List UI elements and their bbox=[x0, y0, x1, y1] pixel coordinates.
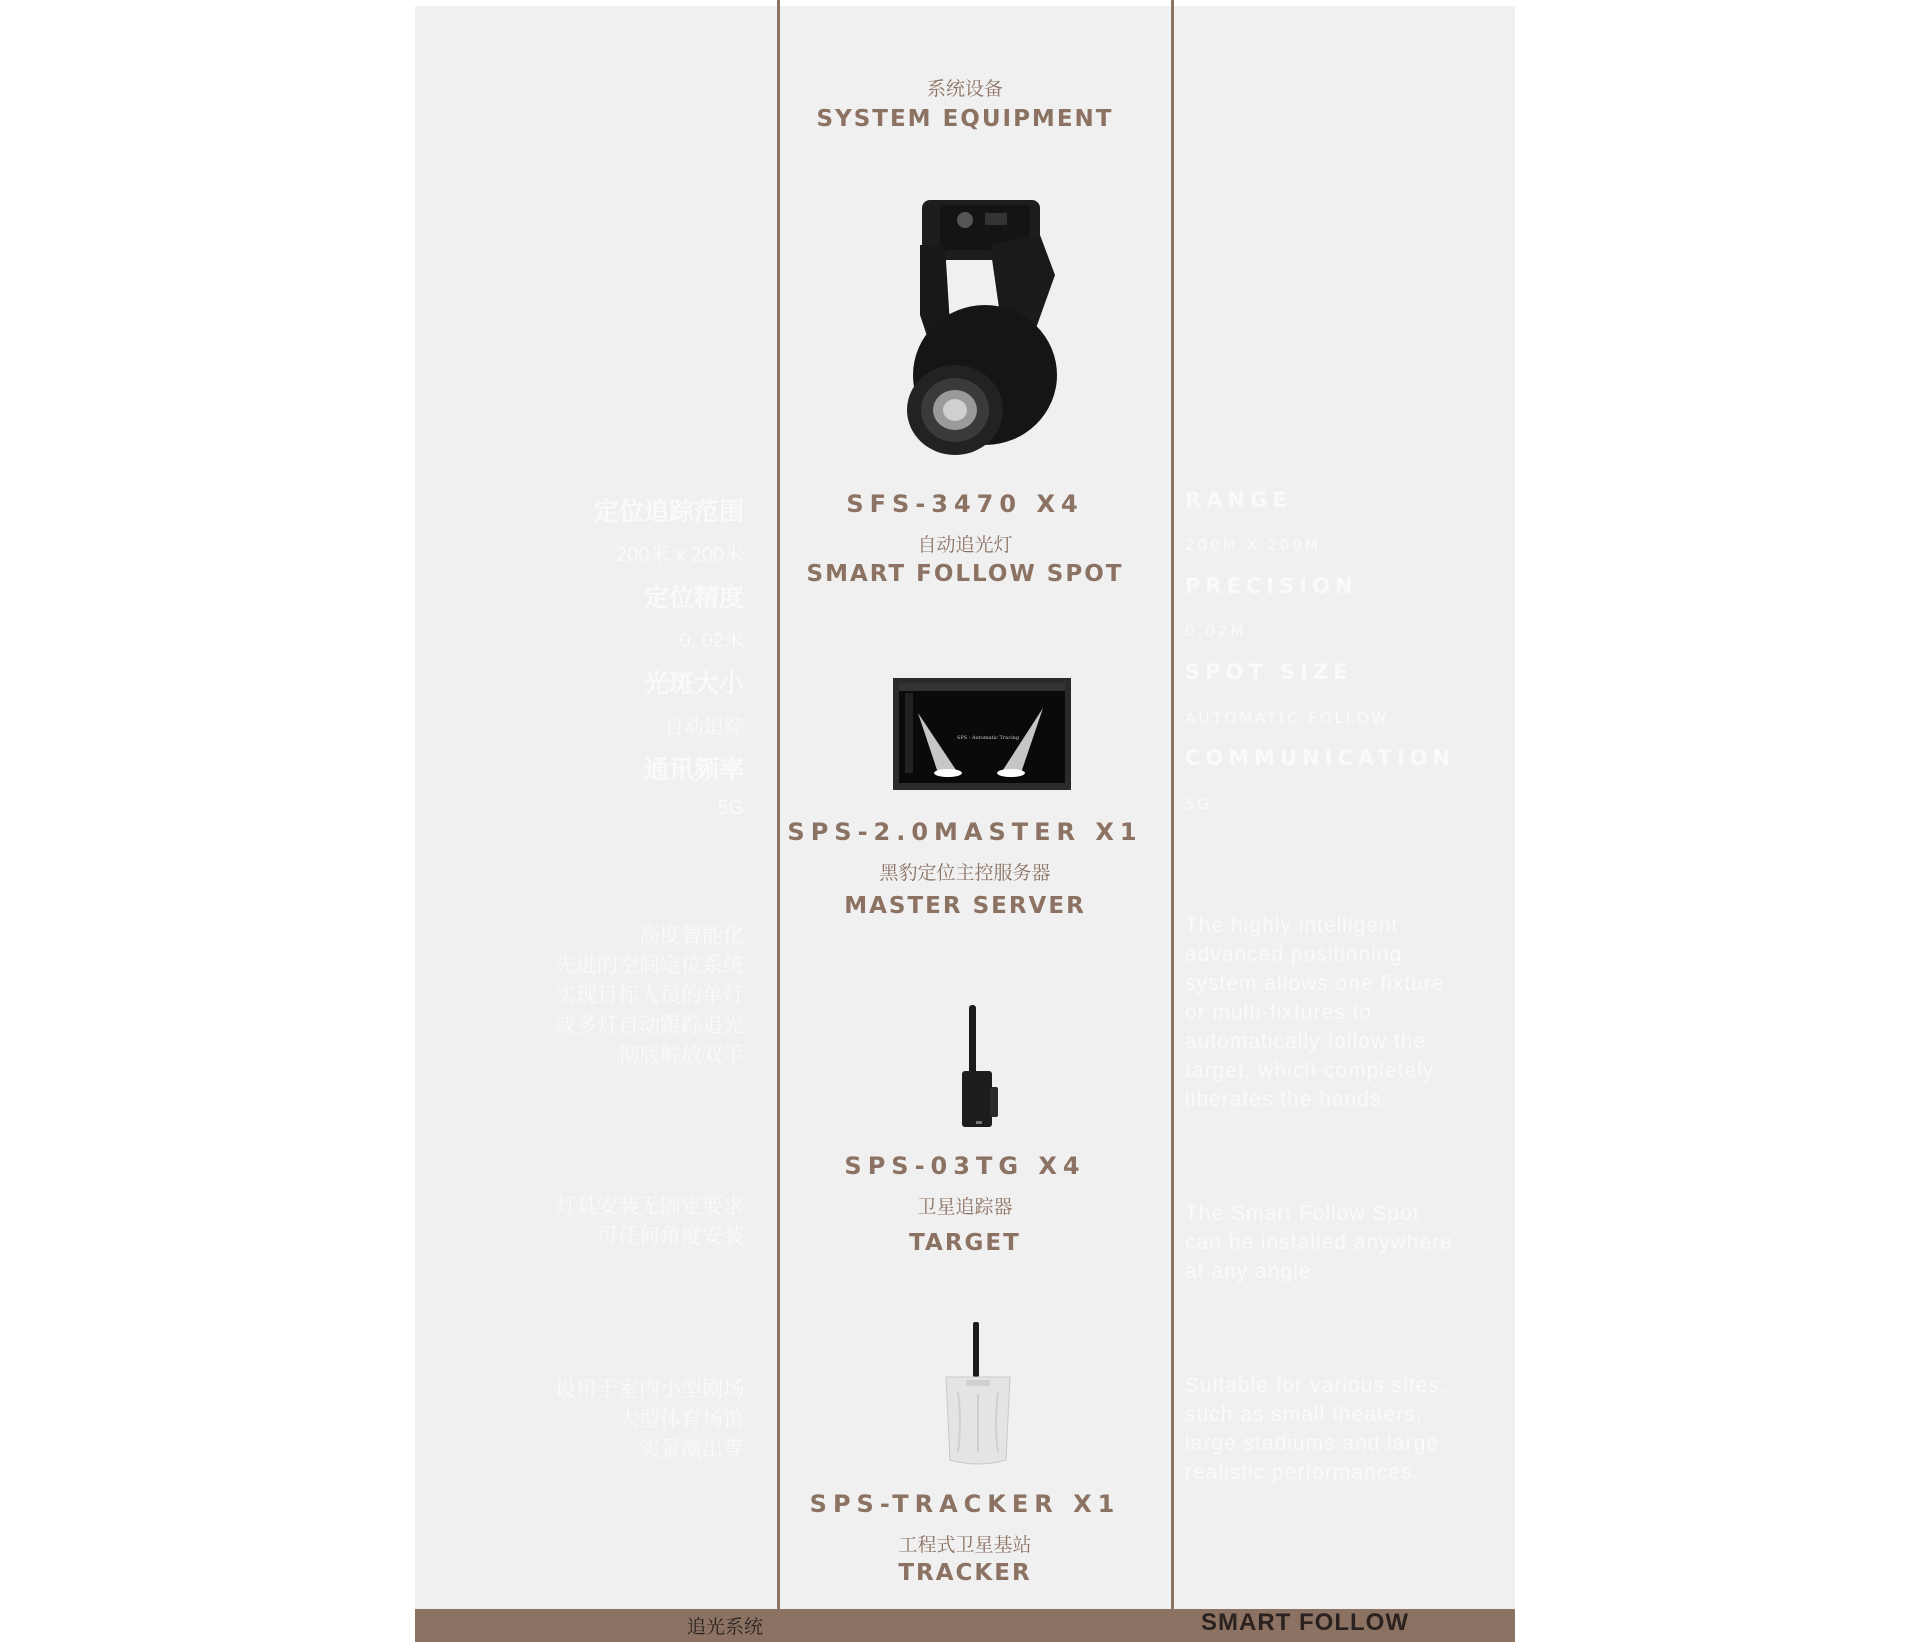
product-name-en: SMART FOLLOW SPOT bbox=[806, 561, 1124, 587]
product-name-cn: 自动追光灯 bbox=[917, 535, 1013, 556]
footer-label-cn: 追光系统 bbox=[686, 1617, 763, 1638]
product-name-cn: 工程式卫星基站 bbox=[898, 1535, 1032, 1556]
left-divider bbox=[777, 0, 780, 1610]
product-name-en: MASTER SERVER bbox=[844, 893, 1086, 919]
monitor-icon bbox=[893, 678, 1071, 794]
monitor-screen-text: SPS - Automatic Tracing bbox=[956, 735, 1020, 741]
spec-label-en: SPOT SIZE bbox=[1185, 660, 1353, 684]
section-title-cn: 系统设备 bbox=[926, 79, 1003, 100]
feature-text-en: Suitable for various sites, such as small theaters, large stadiums and large realistic performances. bbox=[1185, 1374, 1447, 1484]
spec-value-cn: 自动追踪 bbox=[664, 716, 744, 738]
spec-value-cn: 5G bbox=[717, 797, 744, 819]
spec-value-en: AUTOMATIC FOLLOW bbox=[1185, 709, 1390, 727]
right-divider bbox=[1171, 0, 1174, 1610]
feature-text-cn: 灯具安装无固定要求 可任何角度安装 bbox=[555, 1195, 744, 1248]
spec-value-en: 200M X 200M bbox=[1185, 536, 1321, 554]
spec-label-en: COMMUNICATION bbox=[1185, 746, 1456, 770]
tracker-tag-icon bbox=[958, 1005, 1006, 1130]
spec-label-cn: 光斑大小 bbox=[643, 670, 744, 698]
spec-label-cn: 通讯频率 bbox=[643, 756, 744, 784]
feature-text-en: The highly intelligent advanced positioning system allows one fixture or multi-fixtures to automatically follow the target, which completely liberates the hands. bbox=[1185, 914, 1445, 1111]
product-name-en: TARGET bbox=[909, 1230, 1021, 1256]
spec-label-en: RANGE bbox=[1185, 488, 1292, 512]
product-name-cn: 黑豹定位主控服务器 bbox=[879, 863, 1051, 884]
product-model: SPS-2.0MASTER X1 bbox=[787, 818, 1143, 846]
spec-label-en: PRECISION bbox=[1185, 574, 1358, 598]
spec-value-en: 5G bbox=[1185, 795, 1213, 813]
feature-text-cn: 高度智能化 先进的空间定位系统 实现目标人员的单灯 或多灯自动跟踪追光 彻底解放双手 bbox=[555, 924, 744, 1067]
spec-value-cn: 0. 02米 bbox=[679, 630, 744, 652]
feature-text-en: The Smart Follow Spot can be installed anywhere at any angle bbox=[1185, 1202, 1453, 1283]
moving-head-light-icon bbox=[880, 195, 1080, 465]
footer-label-en: SMART FOLLOW bbox=[1201, 1609, 1409, 1636]
product-model: SFS-3470 X4 bbox=[846, 490, 1084, 518]
product-model: SPS-TRACKER X1 bbox=[809, 1490, 1121, 1518]
spec-value-cn: 200米 x 200米 bbox=[616, 544, 744, 566]
spec-label-cn: 定位精度 bbox=[643, 584, 744, 612]
section-title-en: SYSTEM EQUIPMENT bbox=[816, 106, 1114, 132]
base-station-icon bbox=[938, 1322, 1018, 1470]
feature-text-cn: 设用于室内小型剧场 大型体育场馆 实景演出等 bbox=[555, 1378, 744, 1461]
product-name-cn: 卫星追踪器 bbox=[917, 1197, 1013, 1218]
product-model: SPS-03TG X4 bbox=[844, 1152, 1086, 1180]
spec-value-en: 0.02M bbox=[1185, 622, 1247, 640]
spec-label-cn: 定位追踪范围 bbox=[593, 498, 744, 526]
product-name-en: TRACKER bbox=[898, 1560, 1032, 1586]
